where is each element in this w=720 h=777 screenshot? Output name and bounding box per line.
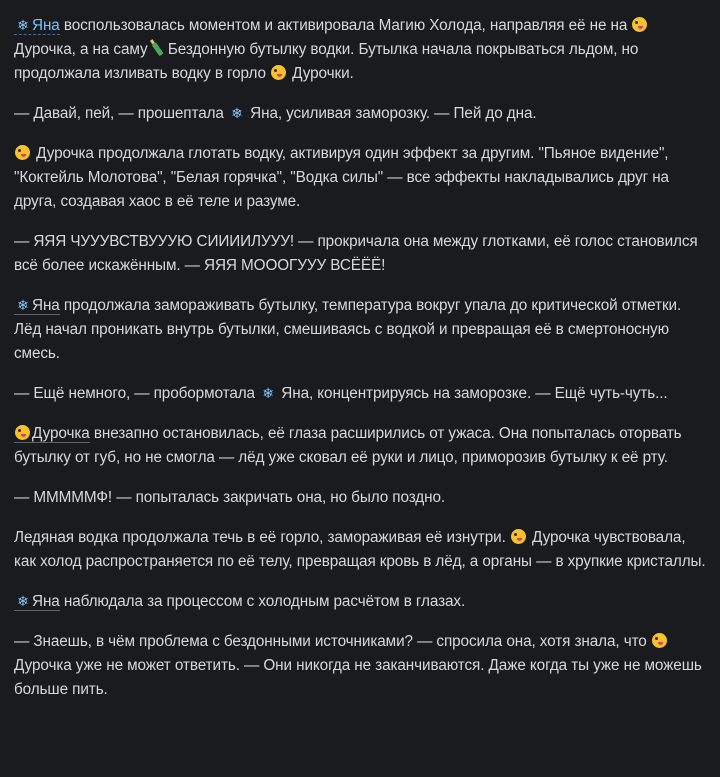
message-paragraph-11 <box>14 630 708 702</box>
paragraph-text: Яна, концентрируясь на заморозке. — Ещё чуть-чуть... <box>281 385 668 402</box>
paragraph-text: Яна, усиливая заморозку. — Пей до дна. <box>250 105 537 122</box>
message-paragraph-4 <box>14 230 708 278</box>
snowflake-icon: ❄ <box>17 298 29 314</box>
mention-yana[interactable]: ❄ Яна <box>14 593 60 611</box>
mention-yana[interactable]: ❄ Яна <box>14 17 60 35</box>
paragraph-text: — Знаешь, в чём проблема с бездонными источниками? — спросила она, хотя знала, что <box>14 633 647 650</box>
message-paragraph-10 <box>14 590 708 614</box>
mention-durochka[interactable]: Дурочка <box>14 425 90 443</box>
snowflake-icon: ❄ <box>17 18 29 34</box>
paragraph-text: Ледяная водка продолжала течь в её горло, замораживая её изнутри. <box>14 529 506 546</box>
message-paragraph-7 <box>14 422 708 470</box>
snowflake-icon: ❄ <box>231 106 243 122</box>
paragraph-text: Дурочка чувствовала, как холод распространяется по её телу, превращая кровь в лёд, а органы — в хрупкие кристаллы. <box>14 529 706 570</box>
paragraph-text: Бездонную бутылку водки. Бутылка начала покрываться льдом, но продолжала изливать водку в горло <box>14 41 639 82</box>
paragraph-text: наблюдала за процессом с холодным расчётом в глазах. <box>63 593 466 610</box>
paragraph-text: — МММММФ! — попыталась закричать она, но было поздно. <box>14 489 446 506</box>
paragraph-text: продолжала замораживать бутылку, температура вокруг упала до критической отметки. Лёд начал проникать внутрь бутылки, смешиваясь с водкой и превращая её в смертоносную смесь. <box>14 297 682 362</box>
message-paragraph-1 <box>14 14 708 86</box>
zany-face-icon <box>15 425 30 440</box>
zany-face-icon <box>271 65 286 80</box>
message-paragraph-2 <box>14 102 708 126</box>
paragraph-text: Дурочки. <box>292 65 354 82</box>
paragraph-text: , а на саму <box>71 41 148 58</box>
paragraph-text: — Ещё немного, — пробормотала <box>14 385 255 402</box>
zany-face-icon <box>15 145 30 160</box>
message-paragraph-6 <box>14 382 708 406</box>
paragraph-text: Дурочка продолжала глотать водку, активируя один эффект за другим. "Пьяное видение", "Коктейль Молотова", "Белая горячка", "Водка силы" — все эффекты накладывались друг на друга, создавая хаос в её теле и разуме. <box>14 145 669 210</box>
mention-yana[interactable]: ❄ Яна <box>14 297 60 315</box>
paragraph-text: Дурочка уже не может ответить. — Они никогда не заканчиваются. Даже когда ты уже не можешь больше пить. <box>14 657 702 698</box>
paragraph-text: — Давай, пей, — прошептала <box>14 105 224 122</box>
message-paragraph-8 <box>14 486 708 510</box>
zany-face-icon <box>652 633 667 648</box>
zany-face-icon <box>632 17 647 32</box>
paragraph-text: внезапно остановилась, её глаза расширились от ужаса. Она попыталась оторвать бутылку от губ, но не смогла — лёд уже сковал её руки и лицо, приморозив бутылку к её рту. <box>14 425 682 466</box>
paragraph-text: воспользовалась моментом и активировала Магию Холода, направляя её не на <box>63 17 628 34</box>
snowflake-icon: ❄ <box>262 386 274 402</box>
bottle-icon <box>151 42 163 56</box>
paragraph-text: — ЯЯЯ ЧУУУВСТВУУУЮ СИИИИЛУУУ! — прокричала она между глотками, её голос становился всё более искажённым. — ЯЯЯ МОООГУУУ ВСЁЁЁ! <box>14 233 698 274</box>
character-name-durochka: Дурочка <box>14 41 72 58</box>
snowflake-icon: ❄ <box>17 594 29 610</box>
zany-face-icon <box>511 529 526 544</box>
message-paragraph-3 <box>14 142 708 214</box>
message-paragraph-5 <box>14 294 708 366</box>
message-paragraph-9 <box>14 526 708 574</box>
